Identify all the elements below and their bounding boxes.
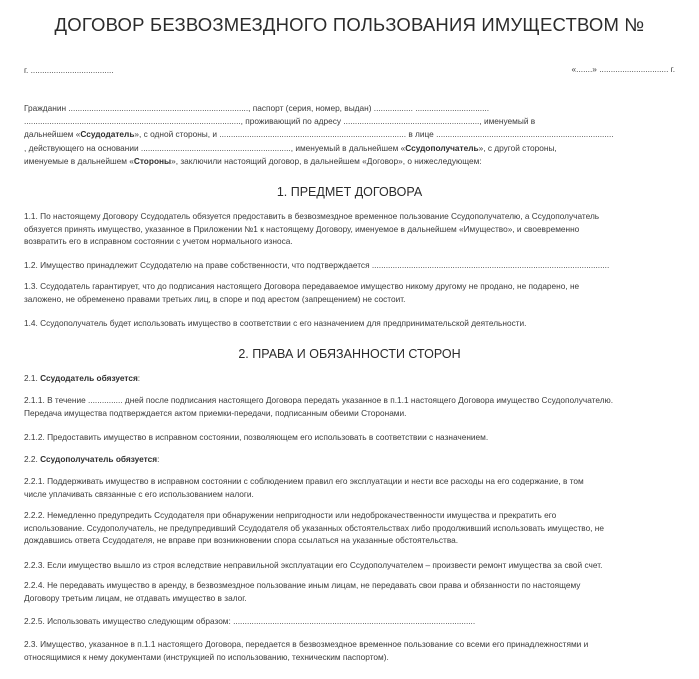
parties-text: именуемые в дальнейшем « bbox=[24, 156, 134, 166]
clause-line: числе уплачивать связанные с его использованием налоги. bbox=[24, 488, 254, 499]
clause-line: обязуется принять имущество, указанное в Приложении №1 к настоящему Договору, именуемое в дальнейшем «Имущество», и своевременно bbox=[24, 223, 580, 234]
clause-line: 2.2.4. Не передавать имущество в аренду, в безвозмездное пользование иным лицам, не передавать свои права и обязанности по настоящему bbox=[24, 580, 581, 590]
clause-2-2-1 bbox=[24, 475, 674, 500]
parties-text: », с одной стороны, и ................................................................................. в лице ............................................................................. bbox=[134, 129, 614, 139]
clause-1-4: 1.4. Ссудополучатель будет использовать имущество в соответствии с его назначением для предпринимательской деятельности. bbox=[24, 318, 527, 328]
clause-line: заложено, не обременено правами третьих лиц, в споре и под арестом (запрещением) не состоит. bbox=[24, 293, 406, 304]
parties-line-5 bbox=[24, 155, 674, 168]
clause-line: 2.1.1. В течение ............... дней после подписания настоящего Договора передать указанное в п.1.1 настоящего Договора имущество Ссудополучателю. bbox=[24, 395, 614, 405]
document-title: ДОГОВОР БЕЗВОЗМЕЗДНОГО ПОЛЬЗОВАНИЯ ИМУЩЕСТВОМ № bbox=[54, 14, 645, 35]
clause-text: : bbox=[137, 373, 141, 383]
clause-2-1-1 bbox=[24, 394, 674, 419]
city-field: г. .................................... bbox=[24, 65, 114, 75]
clause-1-1 bbox=[24, 210, 674, 248]
clause-line: 1.3. Ссудодатель гарантирует, что до подписания настоящего Договора передаваемое имущество никому другому не продано, не подарено, не bbox=[24, 281, 580, 291]
clause-2-1-2: 2.1.2. Предоставить имущество в исправном состоянии, позволяющем его использовать в соответствии с назначением. bbox=[24, 432, 489, 442]
clause-2-2-5: 2.2.5. Использовать имущество следующим образом: ......................................................................................................... bbox=[24, 616, 476, 626]
borrower-obligations-title: Ссудополучатель обязуется bbox=[40, 454, 158, 464]
clause-1-3 bbox=[24, 280, 674, 305]
clause-line: Договору третьим лицам, не отдавать имущество в залог. bbox=[24, 592, 247, 603]
clause-line: Передача имущества подтверждается актом приемки-передачи, подписанным обеими Сторонами. bbox=[24, 407, 407, 418]
clause-line: 1.1. По настоящему Договору Ссудодатель обязуется предоставить в безвозмездное временное пользование Ссудополучателю, а Ссудополучатель bbox=[24, 211, 600, 221]
parties-line-2: .............................................................................................., проживающий по адресу ..........................................................., именуемый в bbox=[24, 116, 536, 126]
clause-1-2: 1.2. Имущество принадлежит Ссудодателю на праве собственности, что подтверждается ....................................................................................................... bbox=[24, 260, 610, 270]
parties-text: », заключили настоящий договор, в дальнейшем «Договор», о нижеследующем: bbox=[171, 156, 482, 166]
clause-text: : bbox=[157, 454, 160, 464]
parties-text: дальнейшем « bbox=[24, 129, 81, 139]
clause-line: 2.2.2. Немедленно предупредить Ссудодателя при обнаружении непригодности или недоброкачественности имущества и прекратить его bbox=[24, 510, 557, 520]
clause-number: 2.2. bbox=[24, 454, 41, 464]
clause-line: возвратить его в исправном состоянии с учетом нормального износа. bbox=[24, 236, 293, 247]
clause-2-2-4 bbox=[24, 579, 674, 604]
clause-2-1 bbox=[24, 372, 674, 385]
clause-line: относящимися к нему документами (инструкцией по использованию, техническим паспортом). bbox=[24, 651, 389, 662]
clause-line: 2.3. Имущество, указанное в п.1.1 настоящего Договора, передается в безвозмездное временное пользование со всеми его принадлежностями и bbox=[24, 639, 589, 649]
parties-line-1: Гражданин .............................................................................., паспорт (серия, номер, выдан) ................. ................................ bbox=[24, 103, 490, 113]
parties-text: », с другой стороны, bbox=[478, 143, 557, 153]
clause-2-2-2 bbox=[24, 509, 674, 547]
clause-line: 2.2.1. Поддерживать имущество в исправном состоянии с соблюдением правил его эксплуатации и нести все расходы на его содержание, в том bbox=[24, 476, 584, 486]
parties-term: Стороны bbox=[133, 156, 172, 166]
date-field: «.......» .............................. г. bbox=[571, 64, 675, 74]
parties-line-3 bbox=[24, 128, 674, 141]
section-2-heading: 2. ПРАВА И ОБЯЗАННОСТИ СТОРОН bbox=[238, 347, 461, 361]
lender-term: Ссудодатель bbox=[80, 129, 135, 139]
clause-line: дождавшись ответа Ссудодателя, не вправе при возникновении спора ссылаться на указанные обстоятельства. bbox=[24, 535, 459, 546]
clause-number: 2.1. bbox=[24, 373, 41, 383]
clause-2-3 bbox=[24, 638, 674, 663]
borrower-term: Ссудополучатель bbox=[405, 143, 479, 153]
parties-line-4 bbox=[24, 142, 674, 155]
clause-line: использование. Ссудополучатель, не предупредивший Ссудодателя об указанных обстоятельствах либо продолживший использовать имущество, не bbox=[24, 522, 604, 533]
lender-obligations-title: Ссудодатель обязуется bbox=[40, 373, 138, 383]
clause-2-2 bbox=[24, 453, 674, 466]
section-1-heading: 1. ПРЕДМЕТ ДОГОВОРА bbox=[276, 185, 423, 199]
parties-text: , действующего на основании ................................................................., именуемый в дальнейшем « bbox=[24, 143, 406, 153]
clause-2-2-3: 2.2.3. Если имущество вышло из строя вследствие неправильной эксплуатации его Ссудополучателем – произвести ремонт имущества за свой счет. bbox=[24, 560, 603, 570]
